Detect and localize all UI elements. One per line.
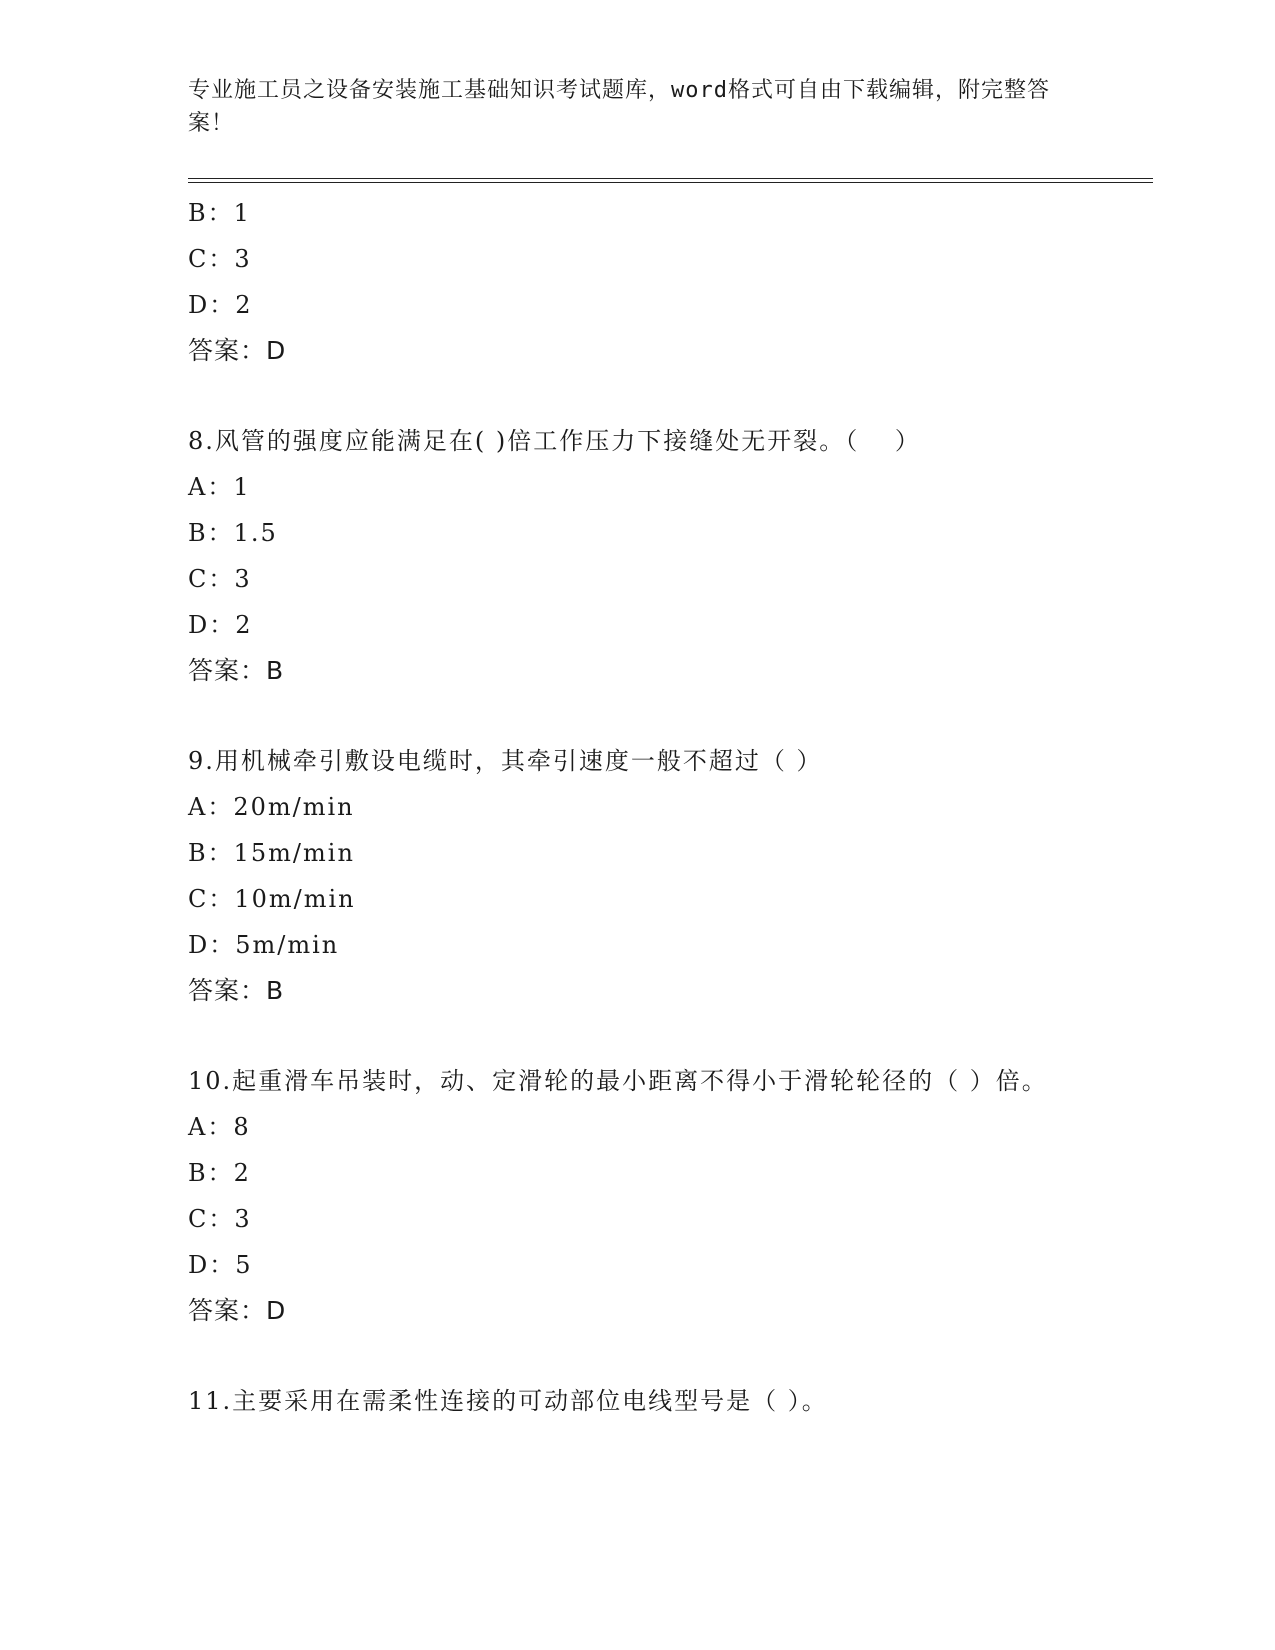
question-text: 8.风管的强度应能满足在( )倍工作压力下接缝处无开裂。（ ）: [188, 427, 921, 455]
option-a: A：1: [188, 473, 251, 501]
option-c: C：3: [188, 565, 252, 593]
option-b: B：2: [188, 1159, 251, 1187]
question-text: 11.主要采用在需柔性连接的可动部位电线型号是（ ）。: [188, 1387, 828, 1415]
option-d: D：5: [188, 1251, 253, 1279]
option-c: C：10m/min: [188, 885, 356, 913]
option-d: D：2: [188, 611, 253, 639]
option-a: A：20m/min: [188, 793, 355, 821]
option-d: D：5m/min: [188, 931, 340, 959]
option-b: B：1: [188, 199, 251, 227]
option-c: C：3: [188, 1205, 252, 1233]
question-block: [188, 738, 1088, 1014]
answer-line: 答案：B: [188, 976, 285, 1005]
option-b: B：1.5: [188, 519, 278, 547]
option-c: C：3: [188, 245, 252, 273]
option-b: B：15m/min: [188, 839, 355, 867]
document-header: 专业施工员之设备安装施工基础知识考试题库，word格式可自由下载编辑，附完整答案！: [188, 78, 1050, 136]
header-divider-bottom: [188, 182, 1153, 183]
question-block: [188, 418, 1088, 694]
question-list: [188, 190, 1088, 1424]
answer-line: 答案：D: [188, 1296, 287, 1325]
question-block: [188, 190, 1088, 374]
answer-line: 答案：B: [188, 656, 285, 685]
header-divider-top: [188, 178, 1153, 179]
question-text: 9.用机械牵引敷设电缆时，其牵引速度一般不超过（ ）: [188, 747, 823, 775]
question-block: [188, 1378, 1088, 1424]
option-a: A：8: [188, 1113, 251, 1141]
option-d: D：2: [188, 291, 253, 319]
question-block: [188, 1058, 1088, 1334]
answer-line: 答案：D: [188, 336, 287, 365]
question-text: 10.起重滑车吊装时，动、定滑轮的最小距离不得小于滑轮轮径的（ ）倍。: [188, 1067, 1048, 1095]
